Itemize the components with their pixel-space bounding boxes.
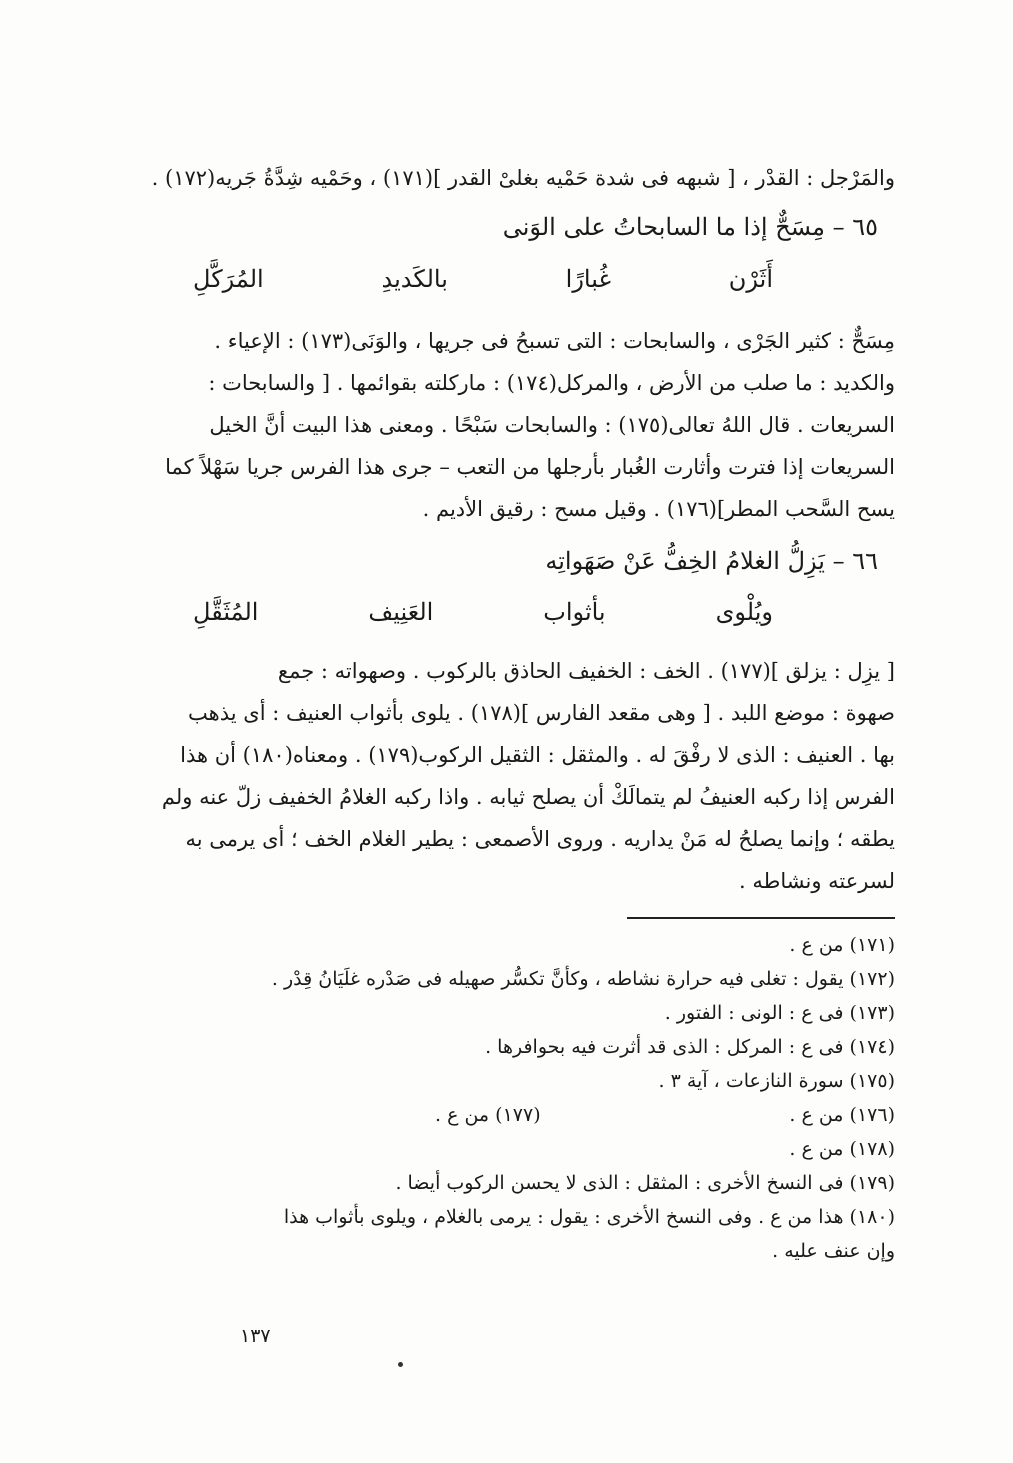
footnote-row <box>150 1098 895 1132</box>
verse-word: ويُلْوى <box>715 598 773 626</box>
verse-word: بالكَديدِ <box>381 265 448 293</box>
verse-word: بأثواب <box>543 598 606 626</box>
verse-65-second-half <box>193 265 773 293</box>
footnote-continuation: وإن عنف عليه . <box>772 1240 895 1262</box>
footnote: (١٧٢) يقول : تغلى فيه حرارة نشاطه ، وكأنَّ تكسُّر صهيله فى صَدْره غلَيَانُ قِدْر . <box>271 968 895 990</box>
footnotes <box>150 928 895 1268</box>
footnote: (١٧١) من ع . <box>789 934 895 956</box>
text-line: مِسَحٌّ : كثير الجَرْى ، والسابحات : التى تسبحُ فى جريها ، والوَنَى(١٧٣) : الإعياء . <box>214 329 895 353</box>
commentary-65 <box>165 320 895 530</box>
verse-word: المُثَقَّلِ <box>193 598 259 626</box>
text-line: السريعات إذا فترت وأثارت الغُبار بأرجلها من التعب – جرى هذا الفرس جريا سَهْلاً كما <box>165 455 895 479</box>
footnote: (١٧٣) فى ع : الونى : الفتور . <box>664 1002 895 1024</box>
footnote-separator <box>627 917 895 919</box>
text-line: يطقه ؛ وإنما يصلحُ له مَنْ يداريه . وروى الأصمعى : يطير الغلام الخف ؛ أى يرمى به <box>185 827 895 851</box>
footnote: (١٧٤) فى ع : المركل : الذى قد أثرت فيه بحوافرها . <box>485 1036 895 1058</box>
text-line: السريعات . قال اللهُ تعالى(١٧٥) : والسابحات سَبْحًا . ومعنى هذا البيت أنَّ الخيل <box>209 413 895 437</box>
verse-66-second-half <box>193 598 773 626</box>
page-number: ١٣٧ <box>240 1325 271 1347</box>
text-line: بها . العنيف : الذى لا رفْقَ له . والمثقل : الثقيل الركوب(١٧٩) . ومعناه(١٨٠) أن هذا <box>180 743 895 767</box>
footnote: (١٧٨) من ع . <box>789 1138 895 1160</box>
footnote: (١٧٩) فى النسخ الأخرى : المثقل : الذى لا يحسن الركوب أيضا . <box>395 1172 895 1194</box>
footnote: (١٧٥) سورة النازعات ، آية ٣ . <box>658 1070 895 1092</box>
verse-66-first-half: ٦٦ – يَزِلُّ الغلامُ الخِفُّ عَنْ صَهَواتِه <box>545 547 878 575</box>
verse-word: غُبارًا <box>565 265 612 293</box>
commentary-66 <box>161 650 895 902</box>
text-line: الفرس إذا ركبه العنيفُ لم يتمالَكْ أن يصلح ثيابه . واذا ركبه الغلامُ الخفيف زلّ عنه ولم <box>161 785 895 809</box>
text-line: [ يزِل : يزلق ](١٧٧) . الخف : الخفيف الحاذق بالركوب . وصهواته : جمع <box>277 659 895 683</box>
text-line: يسح السَّحب المطر](١٧٦) . وقيل مسح : رقيق الأديم . <box>422 497 895 521</box>
text-line: صهوة : موضع اللبد . [ وهى مقعد الفارس ](١٧٨) . يلوى بأثواب العنيف : أى يذهب <box>188 701 895 725</box>
footnote: (١٧٧) من ع . <box>435 1104 541 1126</box>
top-paragraph <box>151 157 895 199</box>
text-line: والكديد : ما صلب من الأرض ، والمركل(١٧٤) : ماركلته بقوائمها . [ والسابحات : <box>208 371 895 395</box>
verse-65-first-half: ٦٥ – مِسَحٌّ إذا ما السابحاتُ على الوَنى <box>502 213 878 241</box>
footnote: (١٨٠) هذا من ع . وفى النسخ الأخرى : يقول : يرمى بالغلام ، ويلوى بأثواب هذا <box>283 1206 895 1228</box>
verse-word: المُرَكَّلِ <box>193 265 264 293</box>
print-speck <box>398 1362 403 1367</box>
text-line: لسرعته ونشاطه . <box>739 869 895 893</box>
verse-word: العَنِيف <box>368 598 434 626</box>
footnote: (١٧٦) من ع . <box>789 1104 895 1126</box>
verse-word: أَثَرْن <box>728 265 773 293</box>
text-line: والمَرْجل : القدْر ، [ شبهه فى شدة حَمْيه بغلىْ القدر ](١٧١) ، وحَمْيه شِدَّةُ جَريه(١٧٢) . <box>151 166 895 190</box>
